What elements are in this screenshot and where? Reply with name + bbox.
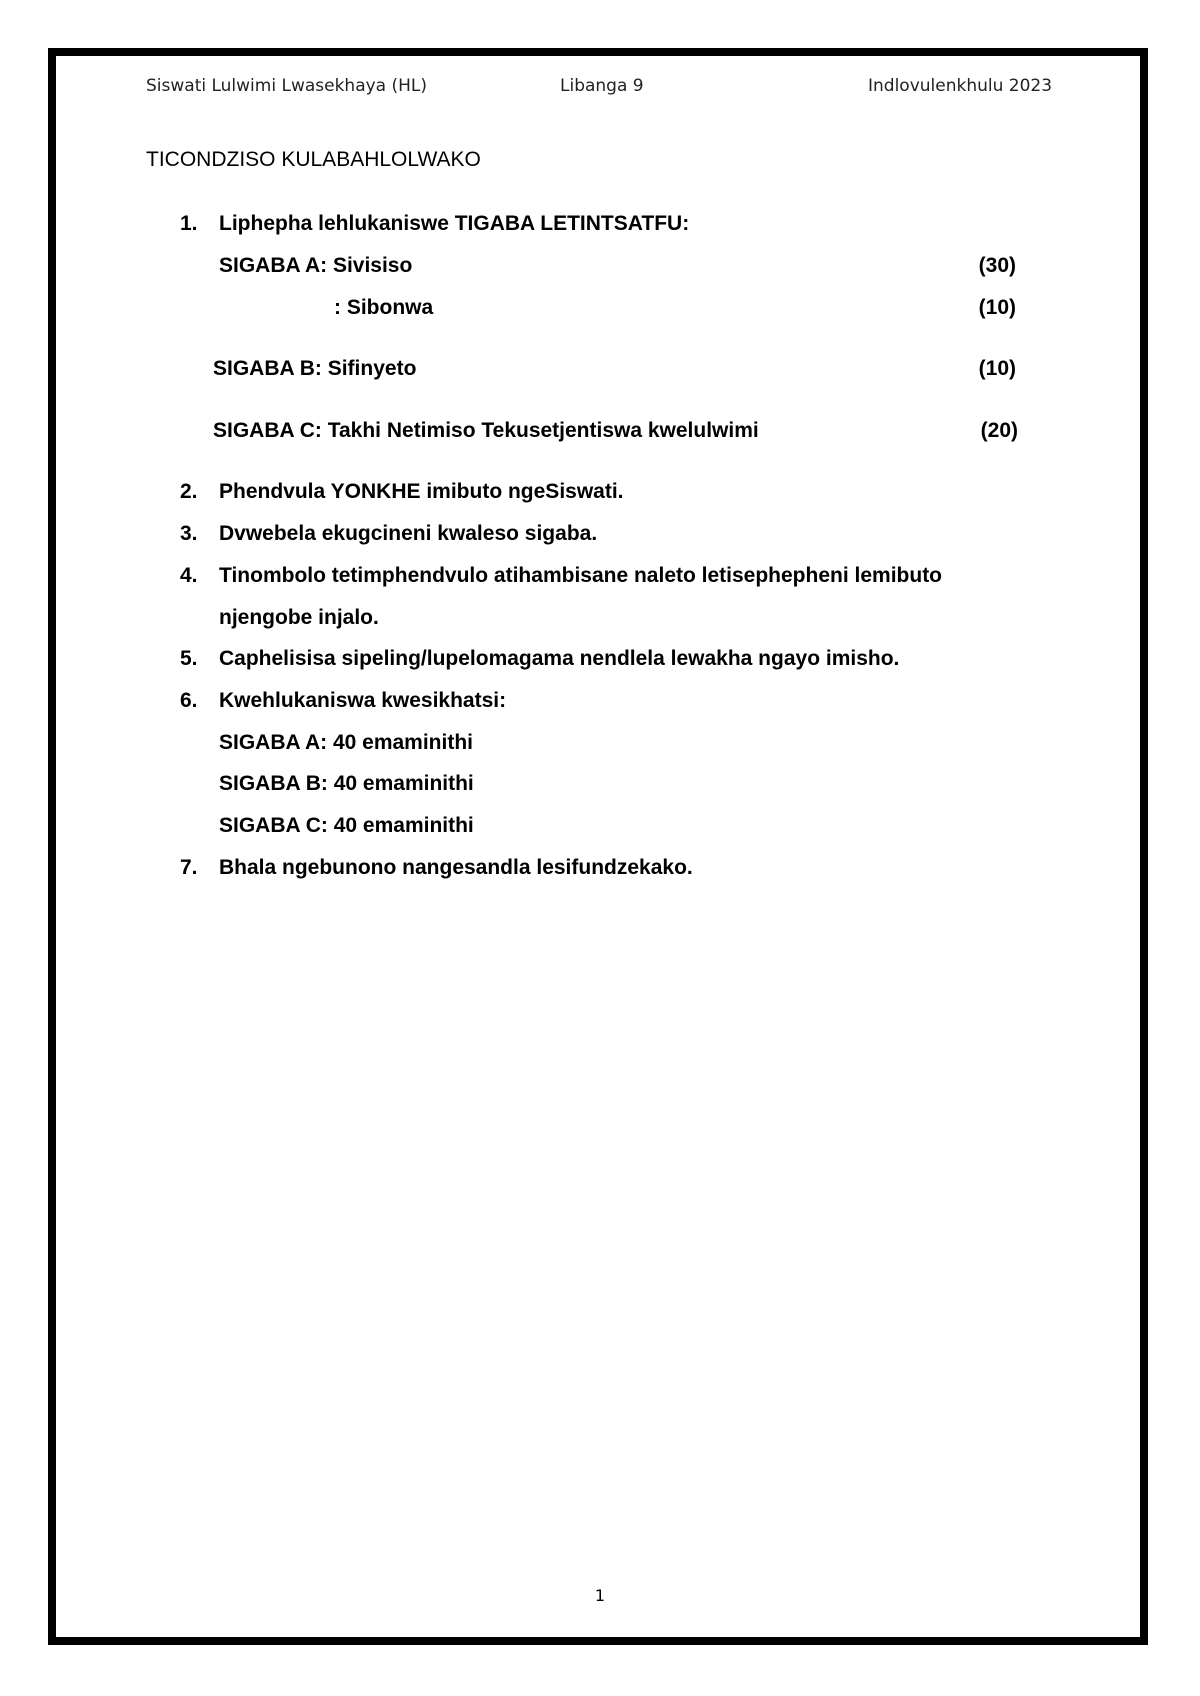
section-marks: (10) (978, 296, 1016, 319)
time-allocation-item: SIGABA C: 40 emaminithi (219, 814, 474, 837)
instruction-number: 3. (180, 522, 198, 545)
page-border (48, 48, 1148, 1645)
instruction-text: Phendvula YONKHE imibuto ngeSiswati. (219, 480, 624, 503)
time-allocation-item: SIGABA A: 40 emaminithi (219, 731, 473, 754)
header-session: Indlovulenkhulu 2023 (868, 76, 1053, 96)
instruction-number: 6. (180, 689, 198, 712)
instruction-text: Bhala ngebunono nangesandla lesifundzekako. (219, 856, 693, 879)
header-subject: Siswati Lulwimi Lwasekhaya (HL) (146, 76, 428, 96)
section-marks: (30) (978, 254, 1016, 277)
instruction-number: 2. (180, 480, 198, 503)
instruction-text: Kwehlukaniswa kwesikhatsi: (219, 689, 507, 712)
instruction-text: Tinombolo tetimphendvulo atihambisane naleto letisephepheni lemibuto (219, 564, 943, 587)
instruction-text: Liphepha lehlukaniswe TIGABA LETINTSATFU: (219, 212, 690, 235)
section-label: SIGABA C: Takhi Netimiso Tekusetjentiswa kwelulwimi (213, 419, 759, 442)
section-label: : Sibonwa (334, 296, 434, 319)
page-number: 1 (594, 1586, 606, 1605)
header-grade: Libanga 9 (560, 76, 644, 96)
time-allocation-item: SIGABA B: 40 emaminithi (219, 772, 474, 795)
instruction-number: 5. (180, 647, 198, 670)
section-label: SIGABA A: Sivisiso (219, 254, 413, 277)
instruction-continuation: njengobe injalo. (219, 606, 379, 629)
page-title: TICONDZISO KULABAHLOLWAKO (146, 148, 481, 171)
instruction-number: 1. (180, 212, 198, 235)
section-marks: (20) (980, 419, 1018, 442)
section-marks: (10) (978, 357, 1016, 380)
section-label: SIGABA B: Sifinyeto (213, 357, 417, 380)
instruction-text: Caphelisisa sipeling/lupelomagama nendlela lewakha ngayo imisho. (219, 647, 900, 670)
instruction-number: 7. (180, 856, 198, 879)
instruction-text: Dvwebela ekugcineni kwaleso sigaba. (219, 522, 598, 545)
instruction-number: 4. (180, 564, 198, 587)
